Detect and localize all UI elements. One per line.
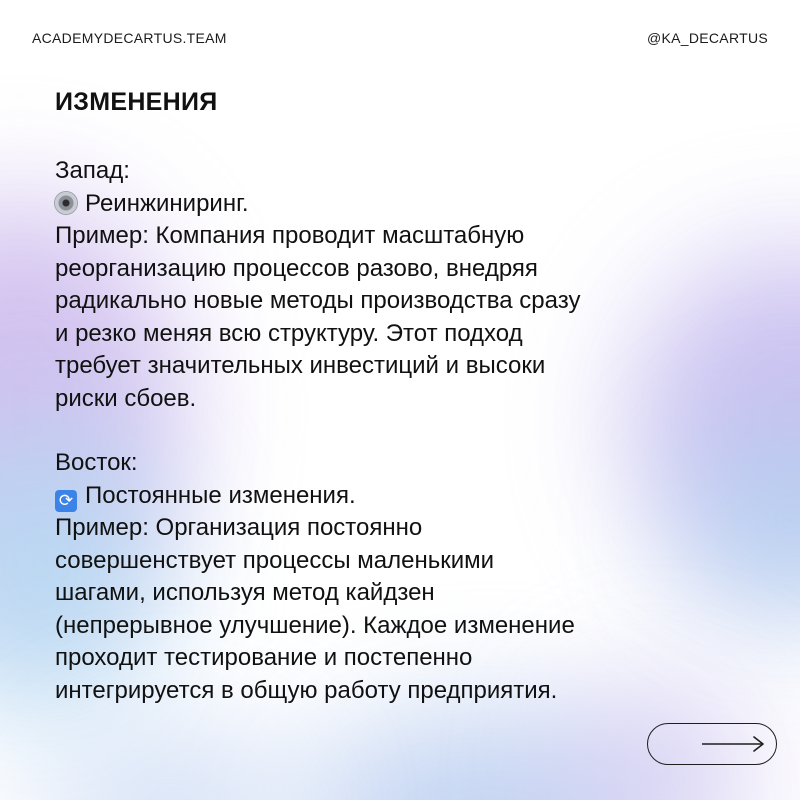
slide-title: ИЗМЕНЕНИЯ bbox=[55, 88, 218, 116]
east-example-line: (непрерывное улучшение). Каждое изменение bbox=[55, 611, 575, 639]
site-name: ACADEMYDECARTUS.TEAM bbox=[32, 30, 227, 46]
west-example-line: радикально новые методы производства сразу bbox=[55, 287, 581, 314]
west-item-label: Реинжиниринг. bbox=[85, 189, 249, 217]
east-heading: Восток: bbox=[55, 449, 138, 476]
west-item bbox=[55, 188, 755, 221]
east-example-line: интегрируется в общую работу предприятия. bbox=[55, 676, 558, 704]
refresh-icon: ⟳ bbox=[55, 490, 77, 512]
arrow-right-icon bbox=[700, 735, 766, 753]
west-example-line: Пример: Компания проводит масштабную bbox=[55, 222, 525, 249]
gear-icon bbox=[55, 192, 77, 214]
west-section bbox=[55, 155, 755, 415]
west-example-line: и резко меняя всю структуру. Этот подход bbox=[55, 319, 523, 347]
account-handle: @KA_DECARTUS bbox=[646, 30, 768, 46]
east-item bbox=[55, 480, 755, 513]
west-example-line: реорганизацию процессов разово, внедряя bbox=[55, 254, 538, 282]
next-slide-button[interactable] bbox=[647, 723, 777, 765]
east-example-line: совершенствует процессы маленькими bbox=[55, 546, 495, 574]
slide-content bbox=[55, 88, 755, 707]
west-example-line: требует значительных инвестиций и высоки bbox=[55, 352, 546, 379]
east-example-line: шагами, используя метод кайдзен bbox=[55, 579, 435, 606]
east-example-line: проходит тестирование и постепенно bbox=[55, 644, 473, 671]
west-example-line: риски сбоев. bbox=[55, 384, 197, 412]
east-example-line: Пример: Организация постоянно bbox=[55, 514, 423, 541]
east-section bbox=[55, 447, 755, 707]
east-item-label: Постоянные изменения. bbox=[85, 481, 356, 509]
west-heading: Запад: bbox=[55, 157, 130, 184]
